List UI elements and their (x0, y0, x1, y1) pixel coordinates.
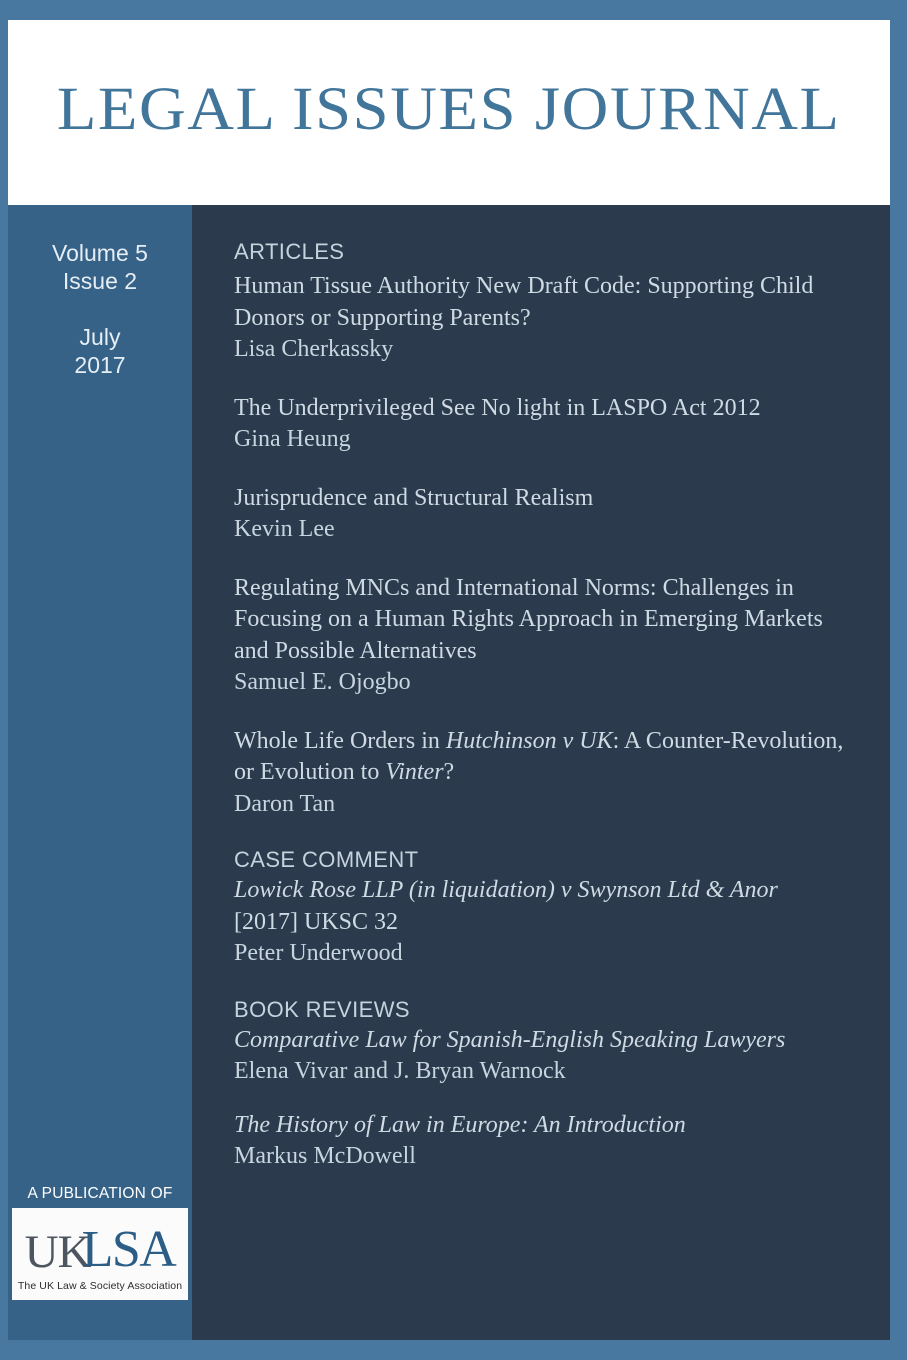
uklsa-logo (12, 1208, 188, 1300)
publication-label: A PUBLICATION OF (27, 1185, 173, 1202)
article-entry (234, 393, 856, 456)
title-segment: : A Counter-Revolution, or Evolution to (234, 727, 844, 785)
case-title: Lowick Rose LLP (in liquidation) v Swynson Ltd & Anor (234, 877, 778, 903)
masthead (8, 20, 890, 205)
article-entry (234, 271, 856, 366)
book-author: Elena Vivar and J. Bryan Warnock (234, 1058, 566, 1084)
article-title: Jurisprudence and Structural Realism (234, 484, 594, 511)
uklsa-logo-mark (12, 1208, 188, 1279)
issue-spacer (8, 295, 192, 323)
article-entry (234, 573, 856, 699)
article-author: Kevin Lee (234, 516, 335, 542)
book-review-entry (234, 1110, 856, 1173)
journal-title: LEGAL ISSUES JOURNAL (57, 76, 841, 143)
volume-label: Volume 5 (52, 240, 148, 266)
article-entry (234, 726, 856, 821)
book-title: Comparative Law for Spanish-English Speaking Lawyers (234, 1026, 786, 1053)
article-author: Lisa Cherkassky (234, 336, 394, 362)
logo-tagline: The UK Law & Society Association (17, 1280, 183, 1292)
article-title: Human Tissue Authority New Draft Code: Supporting Child Donors or Supporting Parents? (234, 273, 814, 331)
book-title: The History of Law in Europe: An Introduction (234, 1111, 686, 1138)
section-heading-articles: ARTICLES (234, 239, 345, 264)
book-author: Markus McDowell (234, 1143, 416, 1169)
month-label: July (79, 324, 121, 350)
article-title (234, 726, 856, 789)
issue-info (8, 205, 192, 379)
year-label: 2017 (74, 352, 126, 378)
title-segment: ? (443, 759, 455, 785)
title-segment-italic: Vinter (385, 759, 444, 785)
case-author: Peter Underwood (234, 940, 403, 966)
case-comment-entry (234, 875, 856, 970)
case-citation: [2017] UKSC 32 (234, 908, 399, 935)
article-title: Regulating MNCs and International Norms: Challenges in Focusing on a Human Rights Approach in Emerging Markets and Possible Alternatives (234, 574, 823, 664)
article-author: Samuel E. Ojogbo (234, 669, 411, 695)
article-author: Daron Tan (234, 790, 336, 817)
logo-uk-text: UK (24, 1225, 91, 1278)
publisher-block (8, 1185, 192, 1300)
title-segment: Whole Life Orders in (234, 727, 446, 754)
book-review-entry (234, 1025, 856, 1088)
sidebar (8, 205, 192, 1340)
article-entry (234, 483, 856, 546)
table-of-contents (192, 205, 890, 1340)
logo-lsa-text: LSA (81, 1221, 176, 1279)
section-heading-case-comment: CASE COMMENT (234, 847, 419, 872)
title-segment-italic: Hutchinson v UK (445, 727, 613, 754)
article-author: Gina Heung (234, 426, 351, 452)
issue-label: Issue 2 (62, 268, 138, 294)
article-title: The Underprivileged See No light in LASPO Act 2012 (234, 394, 761, 421)
section-heading-book-reviews: BOOK REVIEWS (234, 996, 410, 1022)
